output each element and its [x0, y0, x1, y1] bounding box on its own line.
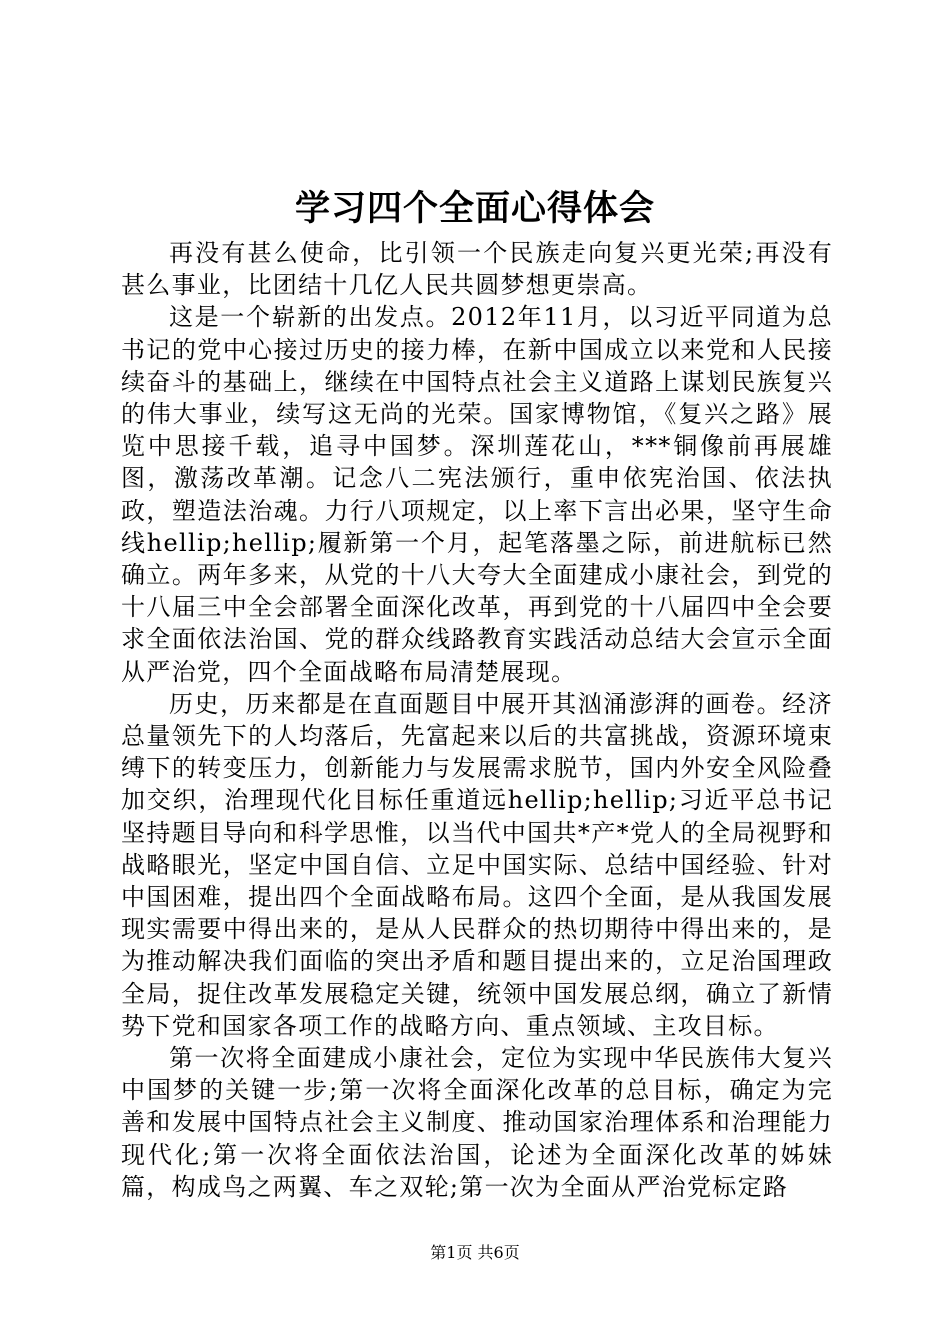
page-number-footer: 第1页 共6页	[430, 1243, 520, 1262]
paragraph: 这是一个崭新的出发点。2012年11月，以习近平同道为总书记的党中心接过历史的接力棒，在新中国成立以来党和人民接续奋斗的基础上，继续在中国特点社会主义道路上谋划民族复兴的伟大事业，续写这无尚的光荣。国家博物馆，《复兴之路》展览中思接千载，追寻中国梦。深圳莲花山，***铜像前再展雄图，激荡改革潮。记念八二宪法颁行，重申依宪治国、依法执政，塑造法治魂。力行八项规定，以上率下言出必果，坚守生命线hellip;hellip;履新第一个月，起笔落墨之际，前进航标已然确立。两年多来，从党的十八大夸大全面建成小康社会，到党的十八届三中全会部署全面深化改革，再到党的十八届四中全会要求全面依法治国、党的群众线路教育实践活动总结大会宣示全面从严治党，四个全面战略布局清楚展现。	[121, 303, 833, 686]
paragraph: 再没有甚么使命，比引领一个民族走向复兴更光荣;再没有甚么事业，比团结十几亿人民共圆梦想更崇高。	[121, 239, 833, 300]
paragraph: 历史，历来都是在直面题目中展开其汹涌澎湃的画卷。经济总量领先下的人均落后，先富起来以后的共富挑战，资源环境束缚下的转变压力，创新能力与发展需求脱节，国内外安全风险叠加交织，治理现代化目标任重道远hellip;hellip;习近平总书记坚持题目导向和科学思惟，以当代中国共*产*党人的全局视野和战略眼光，坚定中国自信、立足中国实际、总结中国经验、针对中国困难，提出四个全面战略布局。这四个全面，是从我国发展现实需要中得出来的，是从人民群众的热切期待中得出来的，是为推动解决我们面临的突出矛盾和题目提出来的，立足治国理政全局，捉住改革发展稳定关键，统领中国发展总纲，确立了新情势下党和国家各项工作的战略方向、重点领域、主攻目标。	[121, 689, 833, 1040]
paragraph: 第一次将全面建成小康社会，定位为实现中华民族伟大复兴中国梦的关键一步;第一次将全面深化改革的总目标，确定为完善和发展中国特点社会主义制度、推动国家治理体系和治理能力现代化;第一次将全面依法治国，论述为全面深化改革的姊妹篇，构成鸟之两翼、车之双轮;第一次为全面从严治党标定路	[121, 1044, 833, 1201]
document-body	[121, 237, 833, 1203]
document-title: 学习四个全面心得体会	[294, 188, 655, 229]
